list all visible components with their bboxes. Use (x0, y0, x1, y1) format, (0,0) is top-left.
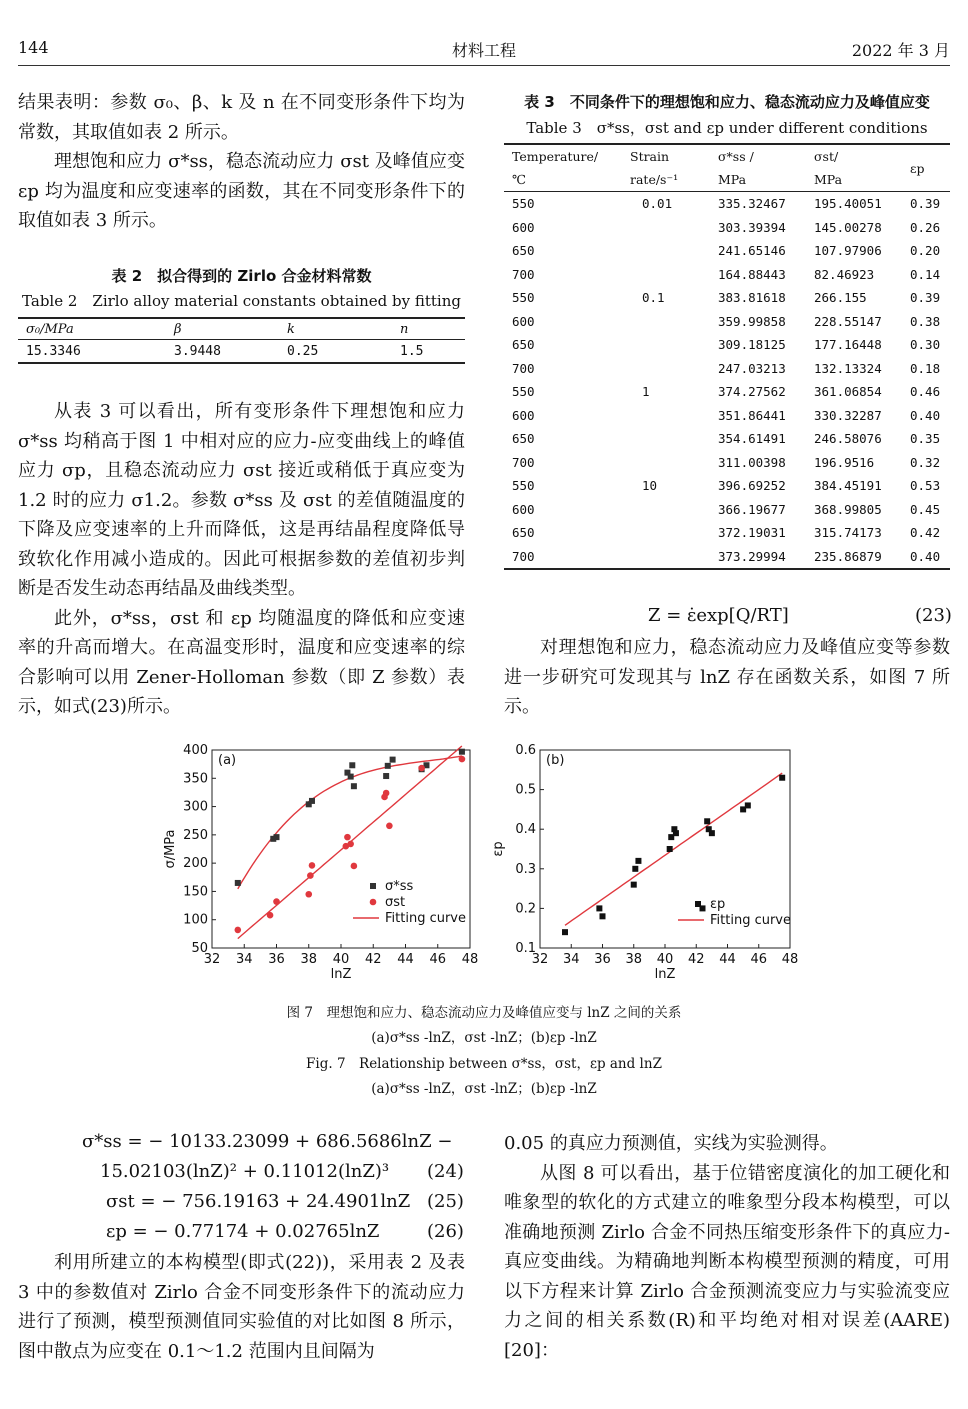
table-cell: 650 (512, 525, 535, 541)
data-point (745, 802, 751, 808)
equation-25-number: (25) (427, 1191, 464, 1212)
table-row (504, 380, 950, 404)
table-header-cell: n (392, 318, 465, 340)
data-point (600, 913, 606, 919)
table-cell (622, 216, 710, 240)
page-number: 144 (18, 38, 49, 57)
left-bottom-text (18, 1248, 465, 1366)
table-cell: 700 (512, 266, 535, 282)
equation-24-number: (24) (427, 1161, 464, 1182)
table3 (504, 143, 950, 570)
chart-panel-b (491, 743, 798, 982)
table-header-cell: εp (902, 144, 950, 192)
data-point (273, 898, 280, 905)
table-header-cell: Temperature/ (512, 149, 599, 164)
table-cell: 600 (512, 407, 535, 423)
panel-label: (b) (546, 753, 565, 768)
x-tick-label: 36 (594, 952, 611, 967)
table-cell: 241.65146 (718, 243, 786, 259)
data-point (704, 818, 710, 824)
table-header-cell: ℃ (504, 168, 622, 192)
table-cell (622, 333, 710, 357)
table2-title-en: Table 2 Zirlo alloy material constants obtained by fitting (22, 292, 461, 310)
y-tick-label: 400 (183, 743, 208, 758)
issue-date: 2022 年 3 月 (851, 41, 950, 60)
legend-marker (695, 901, 701, 907)
equation-23: Z = ε̇exp[Q/RT] (648, 605, 789, 626)
paragraph-5: 对理想饱和应力，稳态流动应力及峰值应变等参数进一步研究可发现其与 lnZ 存在函数关系，如图 7 所示。 (504, 637, 950, 717)
table-header-cell: MPa (806, 168, 902, 192)
table-cell: 0.53 (910, 478, 941, 494)
figure7-caption-en: Fig. 7 Relationship between σ*ss，σst，εp and lnZ (306, 1056, 662, 1072)
figure7-caption-cn: 图 7 理想饱和应力、稳态流动应力及峰值应变与 lnZ 之间的关系 (286, 1005, 682, 1021)
equation-24-line2: 15.02103(lnZ)² + 0.11012(lnZ)³ (100, 1161, 390, 1182)
x-tick-label: 40 (332, 952, 350, 967)
table-cell: 600 (512, 313, 535, 329)
table-row (504, 498, 950, 522)
table-cell: 650 (512, 243, 535, 259)
table-cell: 700 (512, 360, 535, 376)
table-cell: 3.9448 (174, 343, 221, 359)
table-cell: 315.74173 (814, 525, 882, 541)
x-tick-label: 32 (203, 952, 221, 967)
left-top-text (18, 88, 465, 236)
x-tick-label: 46 (429, 952, 447, 967)
table-cell: 372.19031 (718, 525, 786, 541)
table-header-cell: σ₀/MPa (18, 318, 166, 340)
table-row (504, 192, 950, 216)
data-point (562, 929, 568, 935)
table-cell: 10 (642, 478, 658, 494)
table-cell: 384.45191 (814, 478, 882, 494)
data-point (235, 927, 242, 934)
paragraph-1: 结果表明：参数 σ₀、β、k 及 n 在不同变形条件下均为常数，其取值如表 2 所示。 (18, 92, 465, 143)
table-header-cell: σst/ (814, 149, 839, 164)
data-point (309, 798, 315, 804)
table-cell: 650 (512, 431, 535, 447)
figure7-subcaption-en: (a)σ*ss -lnZ，σst -lnZ；(b)εp -lnZ (371, 1081, 597, 1097)
journal-name: 材料工程 (451, 41, 516, 60)
table-cell: 247.03213 (718, 360, 786, 376)
y-tick-label: 0.6 (515, 743, 536, 758)
data-point (267, 912, 274, 919)
table-cell: 550 (512, 290, 535, 306)
data-point (779, 775, 785, 781)
table-cell: 235.86879 (814, 548, 882, 564)
table2 (18, 317, 465, 364)
table-row (504, 239, 950, 263)
table-header-cell: β (166, 318, 279, 340)
paragraph-2: 理想饱和应力 σ*ss，稳态流动应力 σst 及峰值应变 εp 均为温度和应变速率的函数，其在不同变形条件下的取值如表 3 所示。 (18, 151, 465, 231)
table-cell (622, 521, 710, 545)
table3-title-cn: 表 3 不同条件下的理想饱和应力、稳态流动应力及峰值应变 (524, 93, 930, 111)
table-row (504, 310, 950, 334)
table-cell (622, 263, 710, 287)
table-cell: 196.9516 (814, 454, 875, 470)
table3-title-en: Table 3 σ*ss，σst and εp under different conditions (526, 119, 928, 137)
table-cell (622, 239, 710, 263)
legend-marker (370, 899, 377, 906)
x-tick-label: 48 (461, 952, 479, 967)
figure-7 (160, 740, 810, 990)
table-cell: 600 (512, 219, 535, 235)
table-header-row (18, 318, 465, 340)
table-cell: 396.69252 (718, 478, 786, 494)
table-header-cell: k (279, 318, 392, 340)
table-row (504, 216, 950, 240)
table-cell: 0.1 (642, 290, 665, 306)
legend (353, 879, 466, 926)
legend (678, 897, 791, 928)
table-cell: 373.29994 (718, 548, 786, 564)
equation-23-number: (23) (915, 605, 952, 626)
data-point (635, 858, 641, 864)
legend-label: σ*ss (385, 879, 414, 894)
data-point (709, 830, 715, 836)
table-row (504, 333, 950, 357)
table-cell: 368.99805 (814, 501, 882, 517)
table-cell: 383.81618 (718, 290, 786, 306)
table-cell (622, 310, 710, 334)
fitting-curve (565, 773, 782, 925)
table-cell: 374.27562 (718, 384, 786, 400)
data-point (307, 872, 314, 879)
table-row (18, 340, 465, 364)
data-point (631, 882, 637, 888)
table-header-row (504, 168, 950, 192)
data-point (390, 757, 396, 763)
table-cell: 303.39394 (718, 219, 786, 235)
table-row (504, 545, 950, 570)
left-mid-text (18, 397, 465, 722)
paragraph-7: 0.05 的真应力预测值，实线为实验测得。 (504, 1133, 838, 1154)
table-cell: 359.99858 (718, 313, 786, 329)
paragraph-8: 从图 8 可以看出，基于位错密度演化的加工硬化和唯象型的软化的方式建立的唯象型分段本构模型，可以准确地预测 Zirlo 合金不同热压缩变形条件下的真应力-真应变曲线。为精确地判断本构模型预测的精度，可用以下方程来计算 Zirlo 合金预测流变应力与实验流变应力之间的相关系数(R)和平均绝对相对误差(AARE)[20]： (504, 1162, 950, 1361)
table-cell (622, 451, 710, 475)
legend-label: Fitting curve (710, 913, 791, 928)
table-row (504, 451, 950, 475)
table-cell: 15.3346 (26, 343, 81, 359)
table-cell: 0.40 (910, 407, 941, 423)
data-point (673, 830, 679, 836)
table-cell: 0.01 (642, 196, 673, 212)
data-point (632, 866, 638, 872)
table-cell (622, 498, 710, 522)
table-cell: 164.88443 (718, 266, 786, 282)
table-cell: 309.18125 (718, 337, 786, 353)
x-tick-label: 36 (268, 952, 285, 967)
table-cell: 82.46923 (814, 266, 875, 282)
table-cell: 550 (512, 384, 535, 400)
x-tick-label: 38 (625, 952, 643, 967)
table-cell: 266.155 (814, 290, 867, 306)
table-cell: 0.38 (910, 313, 941, 329)
table-cell: 600 (512, 501, 535, 517)
table-cell (622, 404, 710, 428)
table-row (504, 427, 950, 451)
x-axis-label: lnZ (654, 967, 676, 982)
data-point (305, 891, 312, 898)
table-cell: 195.40051 (814, 196, 882, 212)
legend-label: εp (710, 897, 726, 912)
table-row (504, 404, 950, 428)
equation-24-line1: σ*ss = − 10133.23099 + 686.5686lnZ − (82, 1131, 453, 1152)
table-cell: 0.39 (910, 290, 941, 306)
y-tick-label: 200 (183, 856, 208, 872)
table-cell: 0.26 (910, 219, 941, 235)
data-point (235, 880, 241, 886)
x-tick-label: 40 (656, 952, 674, 967)
table-cell: 1.5 (400, 343, 424, 359)
table-cell: 228.55147 (814, 313, 882, 329)
table-header-cell: MPa (710, 168, 806, 192)
y-tick-label: 150 (183, 884, 208, 900)
table-cell: 132.13324 (814, 360, 882, 376)
data-point (383, 773, 389, 779)
x-axis-label: lnZ (330, 967, 352, 982)
table3-body (504, 192, 950, 570)
x-tick-label: 34 (235, 952, 253, 967)
equation-25: σst = − 756.19163 + 24.4901lnZ (106, 1191, 411, 1212)
table-header-cell: rate/s⁻¹ (622, 168, 710, 192)
table-cell: 330.32287 (814, 407, 882, 423)
legend-label: Fitting curve (385, 911, 466, 926)
y-tick-label: 300 (183, 799, 208, 815)
table-cell: 145.00278 (814, 219, 882, 235)
table-row (504, 474, 950, 498)
table-cell: 311.00398 (718, 454, 786, 470)
legend-marker (370, 883, 376, 889)
table-cell: 361.06854 (814, 384, 882, 400)
table-cell: 1 (642, 384, 650, 400)
data-point (348, 774, 354, 780)
table-cell: 0.30 (910, 337, 941, 353)
equation-26: εp = − 0.77174 + 0.02765lnZ (106, 1221, 380, 1242)
x-tick-label: 44 (397, 952, 414, 967)
y-axis-label: εp (491, 841, 506, 857)
data-point (344, 834, 351, 841)
table-row (504, 521, 950, 545)
chart-panel-a (163, 743, 478, 982)
data-point (309, 862, 316, 869)
table-header-cell: σ*ss / (718, 149, 754, 164)
data-point (351, 783, 357, 789)
data-point (349, 762, 355, 768)
table-cell (622, 545, 710, 570)
legend-label: σst (385, 895, 406, 910)
data-point (418, 765, 425, 772)
y-tick-label: 50 (191, 941, 208, 956)
x-tick-label: 42 (364, 952, 382, 967)
data-point (383, 790, 390, 797)
table-cell: 246.58076 (814, 431, 882, 447)
table-cell: 0.35 (910, 431, 941, 447)
x-tick-label: 48 (781, 952, 799, 967)
y-tick-label: 350 (183, 771, 208, 787)
data-point (459, 749, 465, 755)
table-cell: 0.39 (910, 196, 941, 212)
table-cell: 0.45 (910, 501, 941, 517)
table-cell: 335.32467 (718, 196, 786, 212)
x-tick-label: 32 (531, 952, 549, 967)
table-cell: 366.19677 (718, 501, 786, 517)
data-point (386, 823, 393, 830)
panel-label: (a) (218, 753, 237, 768)
table-cell: 700 (512, 548, 535, 564)
table-header-row (504, 144, 950, 168)
data-point (596, 905, 602, 911)
y-axis-label: σ/MPa (163, 829, 178, 869)
table-cell: 0.40 (910, 548, 941, 564)
table-cell: 354.61491 (718, 431, 786, 447)
y-tick-label: 0.2 (515, 901, 536, 917)
table-row (504, 286, 950, 310)
table-cell: 0.20 (910, 243, 941, 259)
data-point (274, 834, 280, 840)
data-point (385, 763, 391, 769)
table-cell: 0.42 (910, 525, 941, 541)
table-row (504, 263, 950, 287)
table-cell: 351.86441 (718, 407, 786, 423)
y-tick-label: 0.5 (515, 782, 536, 798)
table-cell: 0.14 (910, 266, 941, 282)
header-rule (18, 65, 950, 66)
x-tick-label: 42 (687, 952, 705, 967)
paragraph-6: 利用所建立的本构模型(即式(22))，采用表 2 及表 3 中的参数值对 Zirlo 合金不同变形条件下的流动应力进行了预测，模型预测值同实验值的对比如图 8 所示，图中散点为应变在 0.1～1.2 范围内且间隔为 (18, 1252, 465, 1362)
y-tick-label: 0.4 (515, 822, 536, 838)
data-point (351, 863, 358, 870)
y-tick-label: 250 (183, 827, 208, 843)
equation-26-number: (26) (427, 1221, 464, 1242)
table-cell: 107.97906 (814, 243, 882, 259)
table-cell: 177.16448 (814, 337, 882, 353)
table-row (504, 357, 950, 381)
table-cell: 700 (512, 454, 535, 470)
table-cell (622, 427, 710, 451)
paragraph-3: 从表 3 可以看出，所有变形条件下理想饱和应力 σ*ss 均稍高于图 1 中相对应的应力-应变曲线上的峰值应力 σp，且稳态流动应力 σst 接近或稍低于真应变为 1.2 时的应力 σ1.2。参数 σ*ss 及 σst 的差值随温度的下降及应变速率的上升而降低，这是再结晶程度降低导致软化作用减小造成的。因此可根据参数的差值初步判断是否发生动态再结晶及曲线类型。 (18, 401, 465, 599)
table-header-cell: Strain (630, 149, 670, 164)
table-cell: 0.32 (910, 454, 941, 470)
paragraph-4: 此外，σ*ss，σst 和 εp 均随温度的降低和应变速率的升高而增大。在高温变形时，温度和应变速率的综合影响可以用 Zener-Holloman 参数（即 Z 参数）表示，如式(23)所示。 (18, 607, 465, 717)
x-tick-label: 34 (562, 952, 580, 967)
figure7-subcaption-cn: (a)σ*ss -lnZ，σst -lnZ；(b)εp -lnZ (371, 1030, 597, 1046)
y-tick-label: 0.3 (515, 861, 536, 877)
table-cell: 0.18 (910, 360, 941, 376)
right-bottom-text (504, 1129, 950, 1365)
table-cell: 550 (512, 196, 535, 212)
table-cell: 0.25 (287, 343, 319, 359)
table-cell (622, 357, 710, 381)
table-cell: 550 (512, 478, 535, 494)
y-tick-label: 100 (183, 912, 208, 928)
y-tick-label: 0.1 (515, 941, 536, 956)
data-point (347, 841, 354, 848)
x-tick-label: 38 (300, 952, 318, 967)
x-tick-label: 46 (750, 952, 768, 967)
data-point (667, 846, 673, 852)
table-cell: 650 (512, 337, 535, 353)
x-tick-label: 44 (719, 952, 736, 967)
data-point (459, 756, 466, 763)
table2-title-cn: 表 2 拟合得到的 Zirlo 合金材料常数 (111, 267, 372, 285)
table-cell: 0.46 (910, 384, 941, 400)
right-top-text (504, 633, 950, 722)
